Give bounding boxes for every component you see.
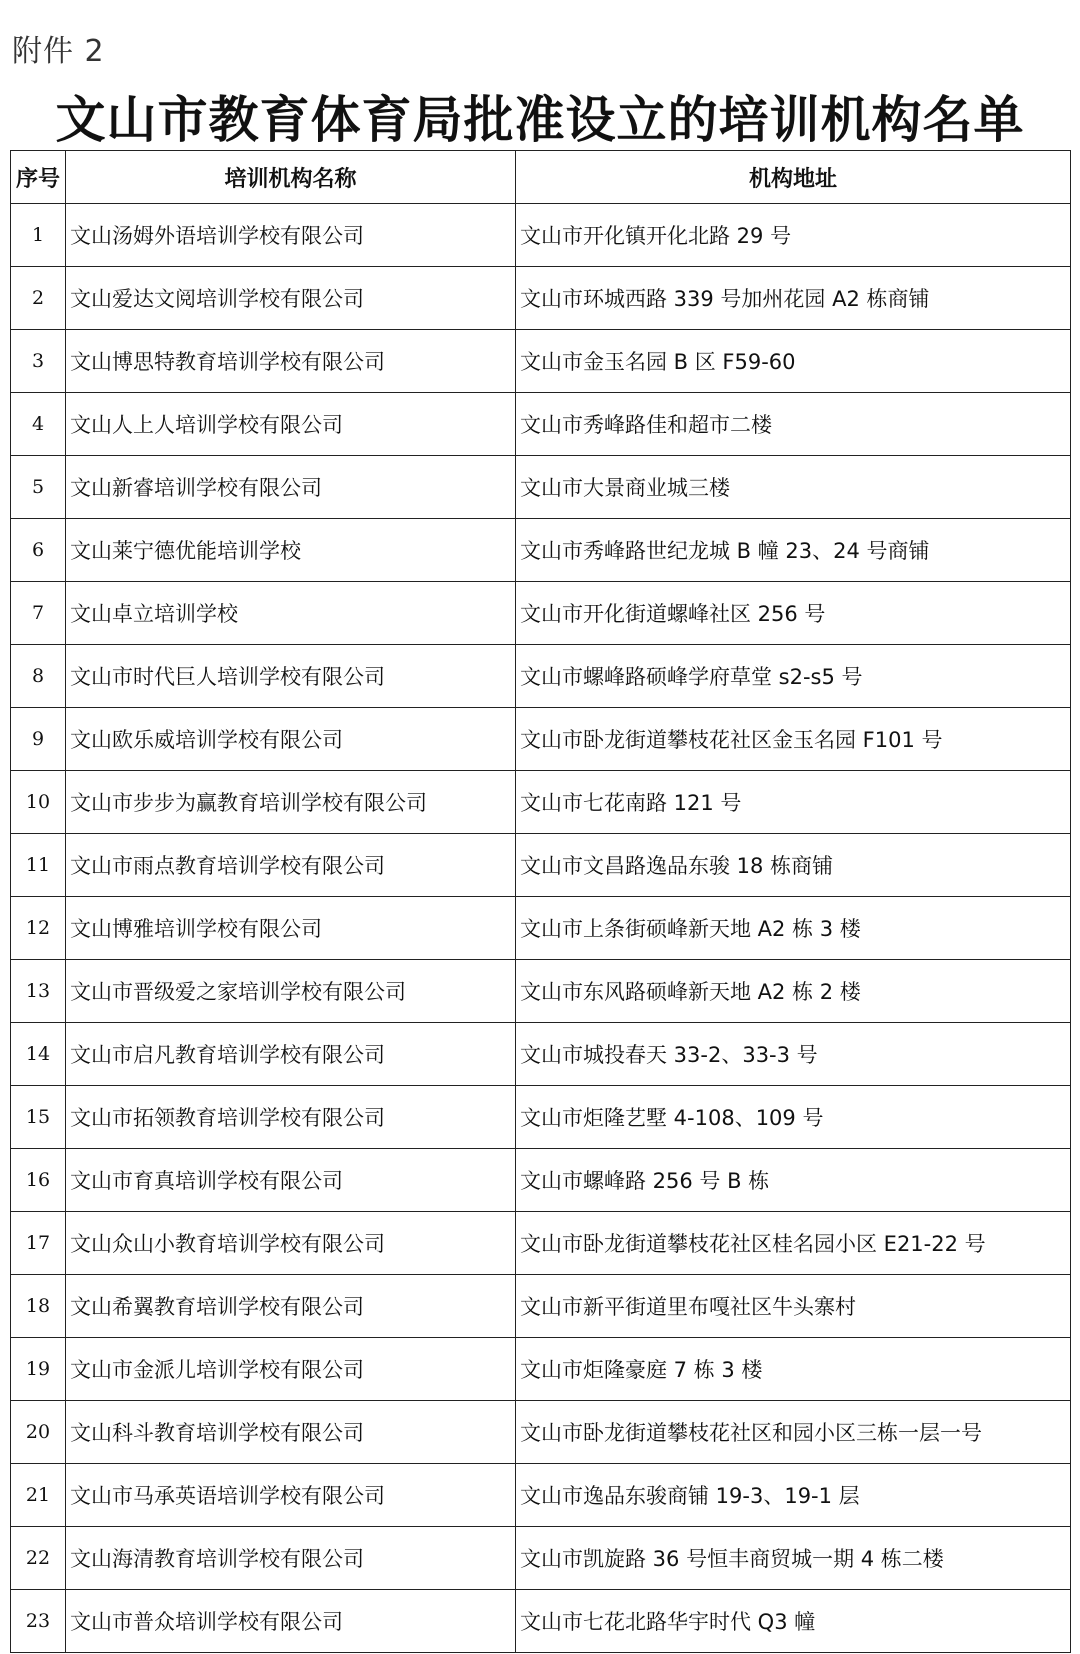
serial-number-cell: 6 bbox=[11, 519, 66, 582]
table-header-row bbox=[11, 151, 1071, 204]
institution-name-cell: 文山市步步为赢教育培训学校有限公司 bbox=[66, 771, 516, 834]
table-row bbox=[11, 330, 1071, 393]
header-institution-name: 培训机构名称 bbox=[66, 151, 516, 204]
institution-name-cell: 文山汤姆外语培训学校有限公司 bbox=[66, 204, 516, 267]
institution-address-cell: 文山市开化街道螺峰社区 256 号 bbox=[516, 582, 1071, 645]
table-row bbox=[11, 1527, 1071, 1590]
table-row bbox=[11, 1023, 1071, 1086]
serial-number-cell: 2 bbox=[11, 267, 66, 330]
table-row bbox=[11, 267, 1071, 330]
serial-number-cell: 13 bbox=[11, 960, 66, 1023]
institution-name-cell: 文山市育真培训学校有限公司 bbox=[66, 1149, 516, 1212]
institution-name-cell: 文山市金派儿培训学校有限公司 bbox=[66, 1338, 516, 1401]
institution-address-cell: 文山市大景商业城三楼 bbox=[516, 456, 1071, 519]
serial-number-cell: 7 bbox=[11, 582, 66, 645]
institution-name-cell: 文山市普众培训学校有限公司 bbox=[66, 1590, 516, 1653]
serial-number-cell: 18 bbox=[11, 1275, 66, 1338]
institution-address-cell: 文山市上条街硕峰新天地 A2 栋 3 楼 bbox=[516, 897, 1071, 960]
table-row bbox=[11, 1212, 1071, 1275]
institution-name-cell: 文山市晋级爱之家培训学校有限公司 bbox=[66, 960, 516, 1023]
institution-name-cell: 文山市启凡教育培训学校有限公司 bbox=[66, 1023, 516, 1086]
table-row bbox=[11, 834, 1071, 897]
institution-address-cell: 文山市卧龙街道攀枝花社区金玉名园 F101 号 bbox=[516, 708, 1071, 771]
table-row bbox=[11, 1086, 1071, 1149]
table-row bbox=[11, 1590, 1071, 1653]
table-row bbox=[11, 519, 1071, 582]
serial-number-cell: 22 bbox=[11, 1527, 66, 1590]
table-row bbox=[11, 1401, 1071, 1464]
institution-name-cell: 文山科斗教育培训学校有限公司 bbox=[66, 1401, 516, 1464]
institution-address-cell: 文山市炬隆艺墅 4-108、109 号 bbox=[516, 1086, 1071, 1149]
table-row bbox=[11, 1338, 1071, 1401]
institution-address-cell: 文山市凯旋路 36 号恒丰商贸城一期 4 栋二楼 bbox=[516, 1527, 1071, 1590]
serial-number-cell: 21 bbox=[11, 1464, 66, 1527]
institution-address-cell: 文山市卧龙街道攀枝花社区桂名园小区 E21-22 号 bbox=[516, 1212, 1071, 1275]
table-row bbox=[11, 645, 1071, 708]
institution-address-cell: 文山市金玉名园 B 区 F59-60 bbox=[516, 330, 1071, 393]
institution-name-cell: 文山众山小教育培训学校有限公司 bbox=[66, 1212, 516, 1275]
table-row bbox=[11, 1275, 1071, 1338]
document-title: 文山市教育体育局批准设立的培训机构名单 bbox=[55, 91, 1025, 149]
institution-name-cell: 文山爱达文阅培训学校有限公司 bbox=[66, 267, 516, 330]
institution-address-cell: 文山市卧龙街道攀枝花社区和园小区三栋一层一号 bbox=[516, 1401, 1071, 1464]
institution-address-cell: 文山市秀峰路世纪龙城 B 幢 23、24 号商铺 bbox=[516, 519, 1071, 582]
serial-number-cell: 14 bbox=[11, 1023, 66, 1086]
institution-address-cell: 文山市炬隆豪庭 7 栋 3 楼 bbox=[516, 1338, 1071, 1401]
table-row bbox=[11, 1149, 1071, 1212]
institution-address-cell: 文山市新平街道里布嘎社区牛头寨村 bbox=[516, 1275, 1071, 1338]
serial-number-cell: 5 bbox=[11, 456, 66, 519]
table-row bbox=[11, 897, 1071, 960]
serial-number-cell: 12 bbox=[11, 897, 66, 960]
institution-name-cell: 文山新睿培训学校有限公司 bbox=[66, 456, 516, 519]
serial-number-cell: 16 bbox=[11, 1149, 66, 1212]
institution-address-cell: 文山市东风路硕峰新天地 A2 栋 2 楼 bbox=[516, 960, 1071, 1023]
serial-number-cell: 1 bbox=[11, 204, 66, 267]
table-row bbox=[11, 582, 1071, 645]
institution-address-cell: 文山市文昌路逸品东骏 18 栋商铺 bbox=[516, 834, 1071, 897]
serial-number-cell: 8 bbox=[11, 645, 66, 708]
serial-number-cell: 17 bbox=[11, 1212, 66, 1275]
institution-address-cell: 文山市螺峰路 256 号 B 栋 bbox=[516, 1149, 1071, 1212]
table-row bbox=[11, 708, 1071, 771]
institution-address-cell: 文山市七花北路华宇时代 Q3 幢 bbox=[516, 1590, 1071, 1653]
attachment-label: 附件 2 bbox=[12, 34, 105, 69]
serial-number-cell: 23 bbox=[11, 1590, 66, 1653]
serial-number-cell: 10 bbox=[11, 771, 66, 834]
institution-name-cell: 文山卓立培训学校 bbox=[66, 582, 516, 645]
institution-name-cell: 文山市马承英语培训学校有限公司 bbox=[66, 1464, 516, 1527]
serial-number-cell: 20 bbox=[11, 1401, 66, 1464]
institution-address-cell: 文山市逸品东骏商铺 19-3、19-1 层 bbox=[516, 1464, 1071, 1527]
serial-number-cell: 19 bbox=[11, 1338, 66, 1401]
header-institution-address: 机构地址 bbox=[516, 151, 1071, 204]
header-serial-number: 序号 bbox=[11, 151, 66, 204]
serial-number-cell: 4 bbox=[11, 393, 66, 456]
institution-table bbox=[10, 150, 1071, 1653]
institution-address-cell: 文山市环城西路 339 号加州花园 A2 栋商铺 bbox=[516, 267, 1071, 330]
institution-name-cell: 文山海清教育培训学校有限公司 bbox=[66, 1527, 516, 1590]
table-row bbox=[11, 393, 1071, 456]
institution-address-cell: 文山市螺峰路硕峰学府草堂 s2-s5 号 bbox=[516, 645, 1071, 708]
table-body bbox=[11, 204, 1071, 1653]
institution-name-cell: 文山市拓领教育培训学校有限公司 bbox=[66, 1086, 516, 1149]
serial-number-cell: 9 bbox=[11, 708, 66, 771]
table-row bbox=[11, 456, 1071, 519]
serial-number-cell: 11 bbox=[11, 834, 66, 897]
table-row bbox=[11, 1464, 1071, 1527]
institution-name-cell: 文山市时代巨人培训学校有限公司 bbox=[66, 645, 516, 708]
table-row bbox=[11, 204, 1071, 267]
institution-name-cell: 文山博思特教育培训学校有限公司 bbox=[66, 330, 516, 393]
institution-name-cell: 文山市雨点教育培训学校有限公司 bbox=[66, 834, 516, 897]
institution-address-cell: 文山市城投春天 33-2、33-3 号 bbox=[516, 1023, 1071, 1086]
institution-address-cell: 文山市开化镇开化北路 29 号 bbox=[516, 204, 1071, 267]
serial-number-cell: 3 bbox=[11, 330, 66, 393]
institution-name-cell: 文山欧乐威培训学校有限公司 bbox=[66, 708, 516, 771]
institution-name-cell: 文山人上人培训学校有限公司 bbox=[66, 393, 516, 456]
institution-name-cell: 文山博雅培训学校有限公司 bbox=[66, 897, 516, 960]
table-row bbox=[11, 771, 1071, 834]
table-row bbox=[11, 960, 1071, 1023]
institution-address-cell: 文山市秀峰路佳和超市二楼 bbox=[516, 393, 1071, 456]
institution-name-cell: 文山希翼教育培训学校有限公司 bbox=[66, 1275, 516, 1338]
serial-number-cell: 15 bbox=[11, 1086, 66, 1149]
institution-name-cell: 文山莱宁德优能培训学校 bbox=[66, 519, 516, 582]
institution-address-cell: 文山市七花南路 121 号 bbox=[516, 771, 1071, 834]
